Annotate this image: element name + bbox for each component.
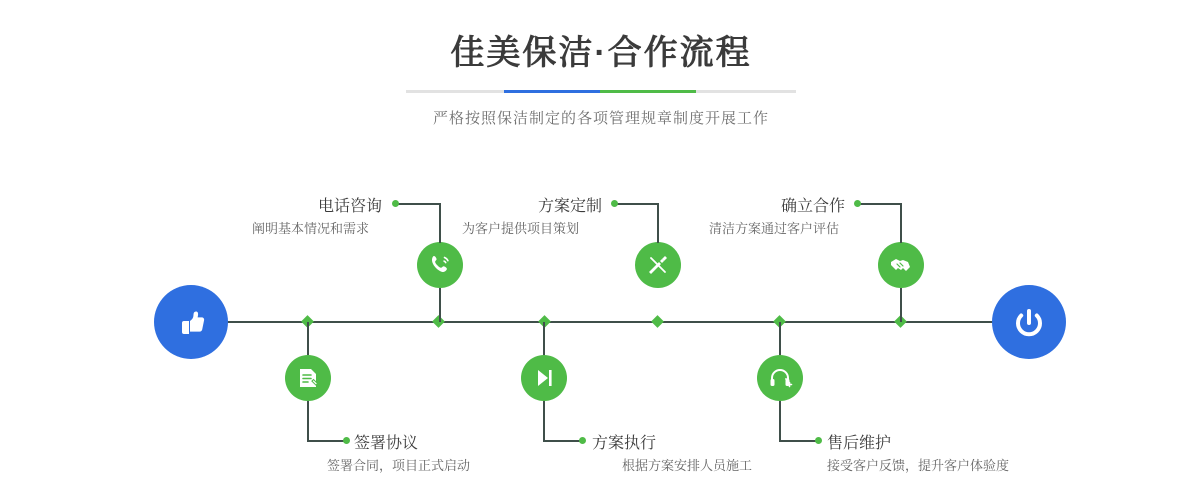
timeline-start-node bbox=[154, 285, 228, 359]
step-label-dot bbox=[343, 437, 350, 444]
step-connector bbox=[779, 322, 781, 355]
step-icon-6 bbox=[757, 355, 803, 401]
step-desc-1: 阐明基本情况和需求 bbox=[252, 221, 370, 236]
step-label-dot bbox=[854, 200, 861, 207]
step-connector bbox=[439, 288, 441, 322]
step-label-lead bbox=[858, 203, 902, 205]
step-icon-1 bbox=[417, 242, 463, 288]
step-icon-2 bbox=[285, 355, 331, 401]
step-label-lead bbox=[615, 203, 659, 205]
document-edit-icon bbox=[295, 365, 321, 391]
step-icon-3 bbox=[635, 242, 681, 288]
step-label-dot bbox=[611, 200, 618, 207]
step-label-stem bbox=[779, 401, 781, 441]
step-desc-3: 为客户提供项目策划 bbox=[462, 221, 580, 236]
step-title-6: 售后维护 bbox=[827, 435, 892, 452]
power-icon bbox=[1009, 302, 1049, 342]
thumbs-up-icon bbox=[171, 302, 211, 342]
step-title-3: 方案定制 bbox=[538, 198, 603, 215]
step-desc-2: 签署合同，项目正式启动 bbox=[327, 458, 471, 473]
step-label-lead bbox=[307, 440, 345, 442]
step-label-lead bbox=[396, 203, 440, 205]
step-connector bbox=[543, 322, 545, 355]
step-desc-5: 清洁方案通过客户评估 bbox=[709, 221, 840, 236]
phone-call-icon bbox=[427, 252, 453, 278]
step-label-lead bbox=[779, 440, 817, 442]
step-desc-6: 接受客户反馈，提升客户体验度 bbox=[827, 458, 1010, 473]
step-title-2: 签署协议 bbox=[354, 435, 419, 452]
step-connector bbox=[900, 288, 902, 322]
axis-node-dot bbox=[651, 315, 664, 328]
page-title: 佳美保洁·合作流程 bbox=[450, 34, 752, 72]
step-title-4: 方案执行 bbox=[592, 435, 657, 452]
step-icon-5 bbox=[878, 242, 924, 288]
step-label-stem bbox=[307, 401, 309, 441]
step-label-stem bbox=[657, 203, 659, 243]
step-label-stem bbox=[439, 203, 441, 243]
step-label-dot bbox=[815, 437, 822, 444]
step-title-5: 确立合作 bbox=[781, 198, 846, 215]
step-label-stem bbox=[543, 401, 545, 441]
step-title-1: 电话咨询 bbox=[318, 198, 383, 215]
play-forward-icon bbox=[531, 365, 557, 391]
step-connector bbox=[307, 322, 309, 355]
handshake-icon bbox=[888, 252, 914, 278]
page-subtitle: 严格按照保洁制定的各项管理规章制度开展工作 bbox=[432, 110, 769, 127]
step-label-dot bbox=[579, 437, 586, 444]
pencil-ruler-icon bbox=[645, 252, 671, 278]
step-label-stem bbox=[900, 203, 902, 243]
timeline-end-node bbox=[992, 285, 1066, 359]
headset-support-icon bbox=[767, 365, 793, 391]
step-desc-4: 根据方案安排人员施工 bbox=[622, 458, 753, 473]
step-label-lead bbox=[543, 440, 581, 442]
step-icon-4 bbox=[521, 355, 567, 401]
step-label-dot bbox=[392, 200, 399, 207]
